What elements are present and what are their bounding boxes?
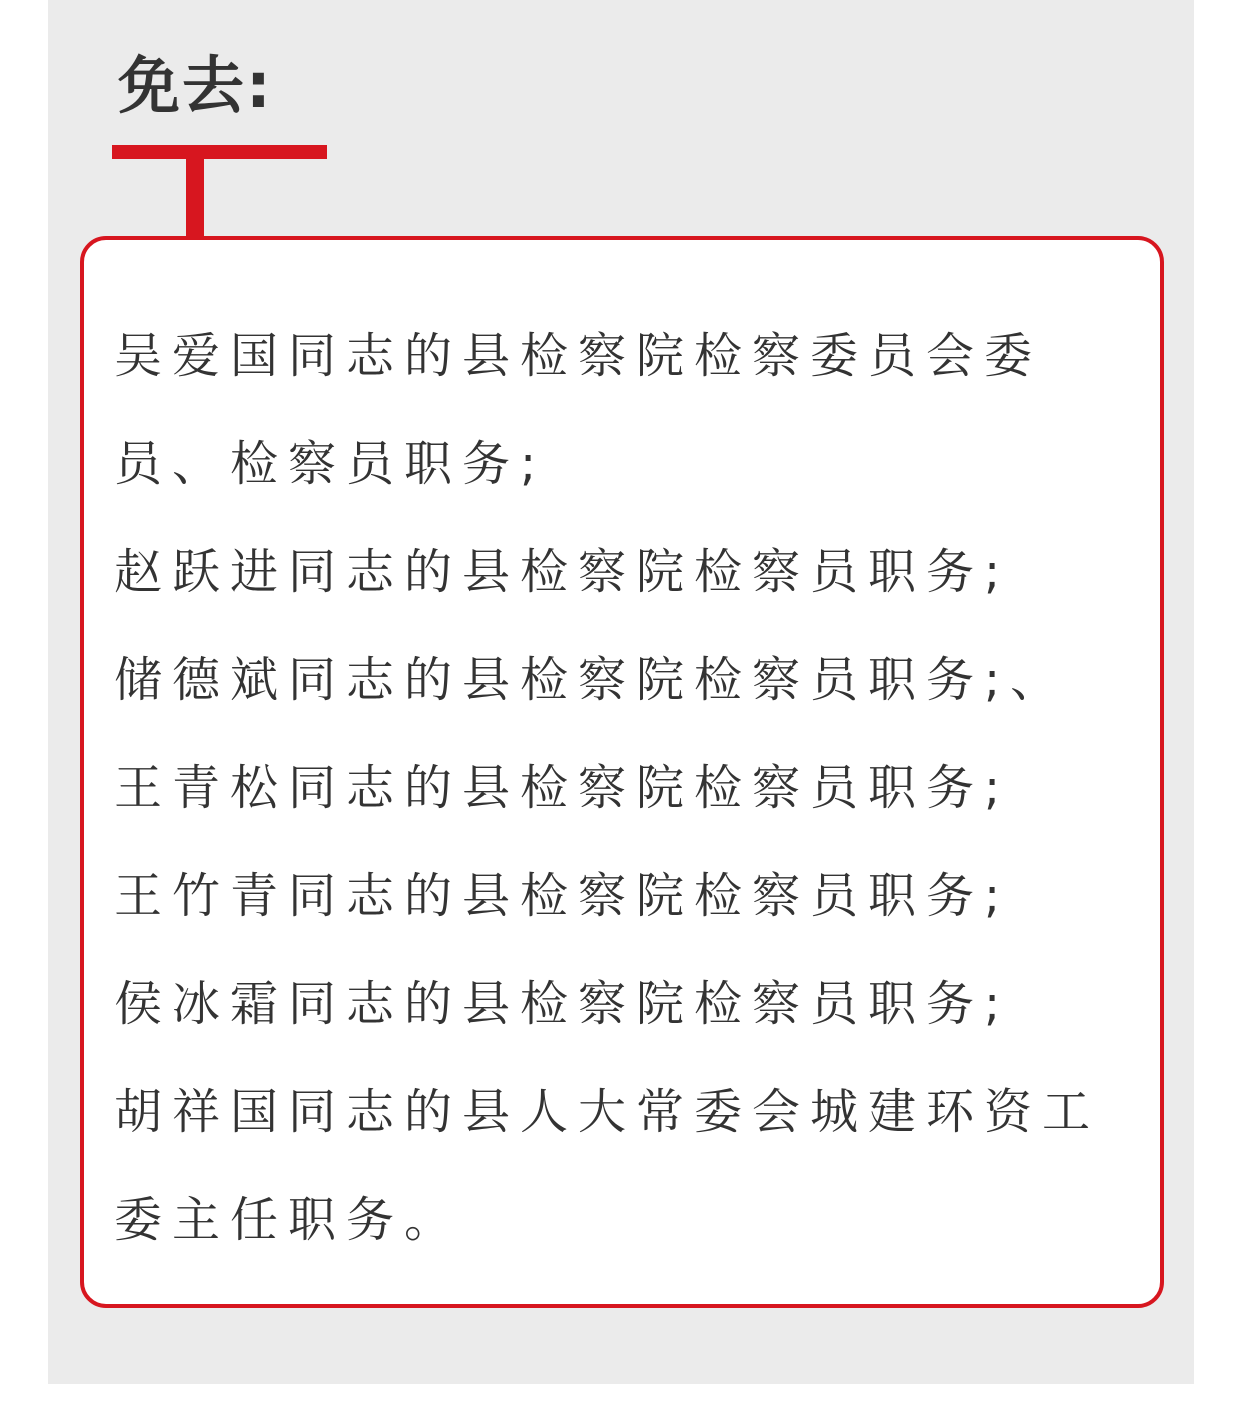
list-item: 胡祥国同志的县人大常委会城建环资工委主任职务。 xyxy=(114,1084,1101,1248)
list-item: 侯冰霜同志的县检察院检察员职务; xyxy=(114,976,1011,1032)
list-item: 储德斌同志的县检察院检察员职务;、 xyxy=(114,652,1069,708)
heading-underline-bar xyxy=(112,145,327,159)
list-item: 王竹青同志的县检察院检察员职务; xyxy=(114,868,1011,924)
list-item: 王青松同志的县检察院检察员职务; xyxy=(114,760,1011,816)
list-item: 吴爱国同志的县检察院检察委员会委员、检察员职务; xyxy=(114,328,1043,492)
heading-connector-bar xyxy=(186,145,204,243)
section-heading: 免去: xyxy=(118,49,273,122)
dismissal-list xyxy=(114,302,1130,1274)
list-item: 赵跃进同志的县检察院检察员职务; xyxy=(114,544,1011,600)
